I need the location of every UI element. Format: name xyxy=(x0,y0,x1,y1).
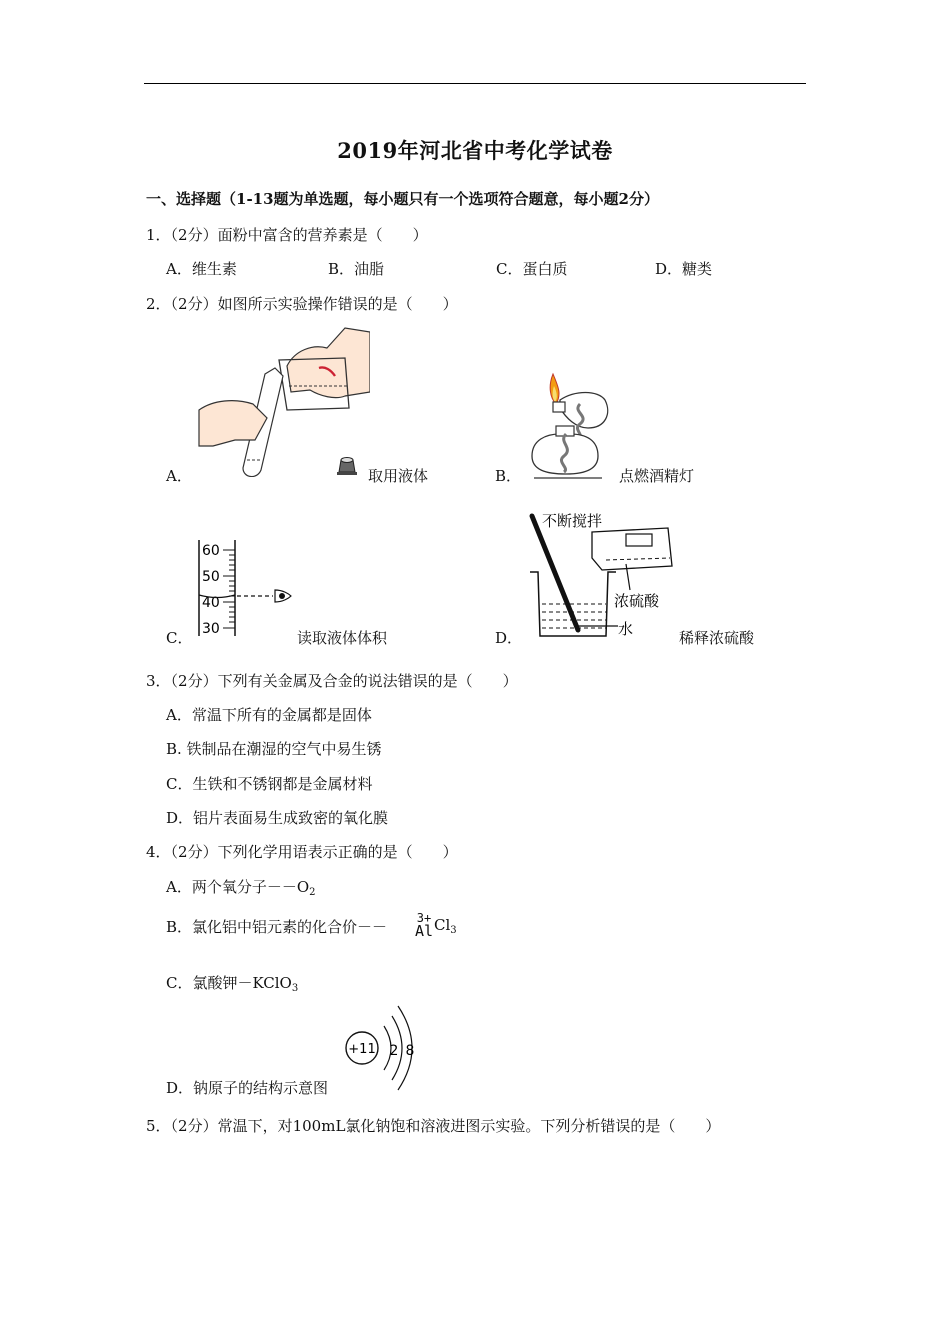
q2-caption-a: 取用液体 xyxy=(368,467,429,485)
label-stir: 不断搅拌 xyxy=(542,512,603,530)
q1-option-d[interactable]: D．糖类 xyxy=(655,260,713,278)
label-acid: 浓硫酸 xyxy=(614,592,660,610)
valence-label: 3+ xyxy=(416,911,432,925)
alcohol-lamp-illustration xyxy=(520,372,615,482)
label-water: 水 xyxy=(618,620,634,638)
question-1-stem: 1．（2分）面粉中富含的营养素是（ ） xyxy=(146,226,428,244)
chlorine-formula xyxy=(434,916,457,936)
q4-option-a[interactable] xyxy=(166,876,316,898)
q2-caption-d: 稀释浓硫酸 xyxy=(679,629,755,647)
question-3-stem: 3．（2分）下列有关金属及合金的说法错误的是（ ） xyxy=(146,672,518,690)
q4-option-d[interactable]: D．钠原子的结构示意图 xyxy=(166,1079,329,1097)
page-title: 2019年河北省中考化学试卷 xyxy=(337,138,613,163)
q1-option-b[interactable]: B．油脂 xyxy=(328,260,385,278)
q2-caption-c: 读取液体体积 xyxy=(297,629,388,647)
q4-a-text: A．两个氧分子－－O xyxy=(166,878,310,896)
tick-30: 30 xyxy=(202,621,220,637)
shell-2-electrons: 8 xyxy=(405,1043,415,1059)
q2-option-d[interactable]: D． xyxy=(495,629,523,647)
nucleus-label: +11 xyxy=(348,1042,376,1057)
tick-50: 50 xyxy=(202,569,220,585)
q1-option-a[interactable]: A．维生素 xyxy=(166,260,237,278)
q4-c-subscript: 3 xyxy=(291,983,299,994)
q2-caption-b: 点燃酒精灯 xyxy=(619,467,695,485)
q2-option-a[interactable]: A． xyxy=(166,467,192,485)
chlorine-symbol: Cl xyxy=(434,916,451,934)
q4-option-c[interactable] xyxy=(166,972,298,994)
chlorine-subscript: 3 xyxy=(450,925,457,936)
q4-b-text: B．氯化铝中铝元素的化合价－－ xyxy=(166,918,388,936)
dilute-acid-illustration xyxy=(522,508,677,643)
q3-option-b[interactable]: B. 铁制品在潮湿的空气中易生锈 xyxy=(166,740,382,758)
sodium-atom-diagram xyxy=(340,1004,420,1094)
stopper-icon xyxy=(334,454,360,478)
shell-1-electrons: 2 xyxy=(389,1043,399,1059)
q2-option-b[interactable]: B． xyxy=(495,467,522,485)
tick-60: 60 xyxy=(202,543,220,559)
q1-option-c[interactable]: C．蛋白质 xyxy=(496,260,568,278)
q4-a-subscript: 2 xyxy=(309,887,316,898)
q4-option-b[interactable] xyxy=(166,916,387,937)
question-5-stem: 5．（2分）常温下，对100mL氯化钠饱和溶液进图示实验。下列分析错误的是（ ） xyxy=(146,1117,721,1135)
q4-c-text: C．氯酸钾－KClO xyxy=(166,974,292,992)
graduated-cylinder-illustration xyxy=(193,536,295,640)
q3-option-a[interactable]: A．常温下所有的金属都是固体 xyxy=(166,706,372,724)
aluminum-valence-notation xyxy=(412,912,436,938)
q2-option-c[interactable]: C． xyxy=(166,629,193,647)
tick-40: 40 xyxy=(202,595,220,611)
section-heading: 一、选择题（1-13题为单选题，每小题只有一个选项符合题意，每小题2分） xyxy=(146,190,659,208)
q3-option-c[interactable]: C．生铁和不锈钢都是金属材料 xyxy=(166,775,373,793)
q3-option-d[interactable]: D．铝片表面易生成致密的氧化膜 xyxy=(166,809,389,827)
question-2-stem: 2．（2分）如图所示实验操作错误的是（ ） xyxy=(146,295,458,313)
question-4-stem: 4．（2分）下列化学用语表示正确的是（ ） xyxy=(146,843,458,861)
header-rule xyxy=(144,83,806,84)
aluminum-symbol: Al xyxy=(414,922,434,940)
